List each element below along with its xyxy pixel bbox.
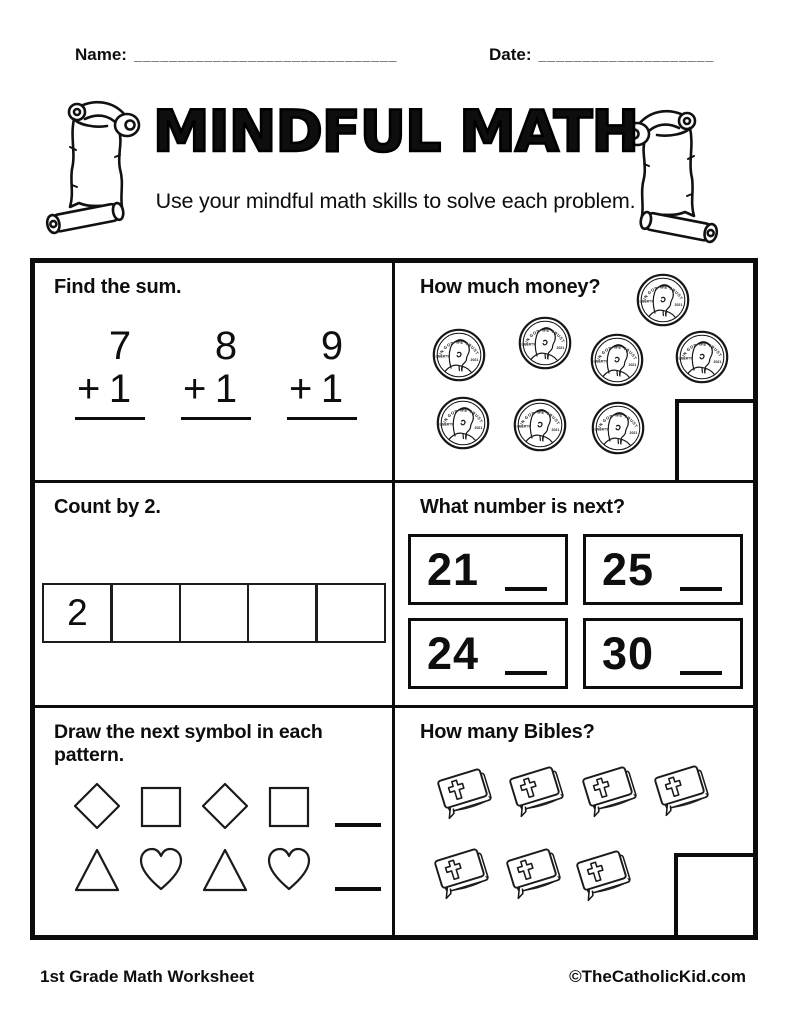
square-icon <box>265 782 313 830</box>
penny-motto-text: IN GOD WE TRUST <box>523 327 566 344</box>
sum-answer-line[interactable] <box>287 417 357 420</box>
penny-icon <box>432 328 486 382</box>
problem-label: Count by 2. <box>54 496 161 518</box>
sum-problem <box>287 325 357 420</box>
penny-year-text: 2021 <box>629 431 638 435</box>
next-number-answer-blank[interactable] <box>680 549 722 591</box>
addend-bottom <box>75 368 145 411</box>
date-field <box>489 45 714 65</box>
number-text: 24 <box>427 627 480 679</box>
problem-next-number <box>395 483 753 708</box>
problem-money <box>395 263 753 483</box>
problem-find-sum <box>35 263 395 483</box>
penny-year-text: 2021 <box>556 346 565 350</box>
bible-icon <box>504 757 566 819</box>
name-blank-line[interactable]: ______________________________ <box>133 47 398 63</box>
problem-label: How many Bibles? <box>420 721 595 743</box>
penny-liberty-text: LIBERTY <box>594 427 609 432</box>
triangle-icon <box>201 846 249 894</box>
count-cell[interactable] <box>110 583 181 643</box>
footer-site-link[interactable]: ©TheCatholicKid.com <box>569 967 746 986</box>
penny-liberty-text: LIBERTY <box>435 354 450 359</box>
bible-icon <box>429 839 491 901</box>
penny-liberty-text: LIBERTY <box>521 342 536 347</box>
count-cell[interactable]: 2 <box>42 583 113 643</box>
count-cell[interactable] <box>315 583 386 643</box>
penny-icon <box>591 401 645 455</box>
problem-patterns <box>35 708 395 935</box>
penny-year-text: 2021 <box>474 426 483 430</box>
addend-top: 9 <box>320 324 344 368</box>
next-number-answer-blank[interactable] <box>505 633 547 675</box>
triangle-icon <box>73 846 121 894</box>
bible-icon <box>571 841 633 903</box>
problem-label: Draw the next symbol in each pattern. <box>54 721 323 766</box>
penny-icon <box>513 398 567 452</box>
plus-sign: + <box>289 367 313 412</box>
plus-sign: + <box>77 367 101 412</box>
penny-icon <box>675 330 729 384</box>
pattern-row <box>73 778 381 830</box>
money-answer-box[interactable] <box>675 399 753 480</box>
next-number-grid <box>408 534 743 689</box>
pattern-answer-line[interactable] <box>335 887 381 891</box>
bible-icon <box>501 839 563 901</box>
next-number-box <box>583 618 743 689</box>
sum-answer-line[interactable] <box>181 417 251 420</box>
penny-motto-text: IN GOD WE TRUST <box>437 339 480 356</box>
plus-sign: + <box>183 367 207 412</box>
next-number-box <box>408 534 568 605</box>
problem-grid <box>30 258 758 940</box>
penny-year-text: 2021 <box>713 360 722 364</box>
problem-label: What number is next? <box>420 496 625 518</box>
footer-left-text: 1st Grade Math Worksheet <box>40 967 255 986</box>
penny-motto-text: IN GOD WE TRUST <box>641 284 684 301</box>
addend-top: 8 <box>214 324 238 368</box>
number-text: 30 <box>602 627 655 679</box>
number-text: 25 <box>602 543 655 595</box>
pattern-row <box>73 842 381 894</box>
penny-year-text: 2021 <box>674 303 683 307</box>
penny-icon <box>590 333 644 387</box>
count-strip <box>42 583 386 643</box>
addend-top: 7 <box>108 324 132 368</box>
penny-motto-text: IN GOD WE TRUST <box>595 344 638 361</box>
count-cell[interactable] <box>247 583 318 643</box>
penny-icon <box>436 396 490 450</box>
bible-icon <box>577 757 639 819</box>
bible-icon <box>649 756 711 818</box>
penny-year-text: 2021 <box>470 358 479 362</box>
penny-liberty-text: LIBERTY <box>439 422 454 427</box>
addend-bottom-digit: 1 <box>320 367 344 412</box>
penny-motto-text: IN GOD WE TRUST <box>441 407 484 424</box>
penny-icon <box>636 273 690 327</box>
date-blank-line[interactable]: ____________________ <box>538 47 715 63</box>
sum-problem <box>75 325 145 420</box>
next-number-answer-blank[interactable] <box>505 549 547 591</box>
pattern-rows <box>73 778 381 894</box>
heart-icon <box>265 846 313 894</box>
sum-problems <box>75 325 357 420</box>
number-text: 21 <box>427 543 480 595</box>
penny-year-text: 2021 <box>628 363 637 367</box>
pattern-answer-line[interactable] <box>335 823 381 827</box>
problem-count-by-2 <box>35 483 395 708</box>
next-number-answer-blank[interactable] <box>680 633 722 675</box>
next-number-box <box>583 534 743 605</box>
penny-icon <box>518 316 572 370</box>
problem-bibles <box>395 708 753 935</box>
addend-bottom <box>287 368 357 411</box>
penny-motto-text: IN GOD WE TRUST <box>518 409 561 426</box>
penny-motto-text: IN GOD WE TRUST <box>596 412 639 429</box>
problem-label: Find the sum. <box>54 276 182 298</box>
name-label: Name: <box>75 45 127 64</box>
penny-liberty-text: LIBERTY <box>593 359 608 364</box>
worksheet-title: MINDFUL MATH <box>152 99 639 165</box>
count-cell[interactable] <box>179 583 250 643</box>
heart-icon <box>137 846 185 894</box>
square-icon <box>137 782 185 830</box>
problem-label: How much money? <box>420 276 601 298</box>
date-label: Date: <box>489 45 532 64</box>
addend-bottom <box>181 368 251 411</box>
bible-answer-box[interactable] <box>674 853 753 935</box>
penny-liberty-text: LIBERTY <box>639 299 654 304</box>
addend-bottom-digit: 1 <box>214 367 238 412</box>
sum-problem <box>181 325 251 420</box>
diamond-icon <box>73 782 121 830</box>
penny-motto-text: IN GOD WE TRUST <box>680 341 723 358</box>
penny-year-text: 2021 <box>551 428 560 432</box>
bible-icon <box>432 759 494 821</box>
penny-liberty-text: LIBERTY <box>678 356 693 361</box>
penny-liberty-text: LIBERTY <box>516 424 531 429</box>
sum-answer-line[interactable] <box>75 417 145 420</box>
name-field <box>75 45 398 65</box>
worksheet-subtitle: Use your mindful math skills to solve each problem. <box>155 189 636 213</box>
addend-bottom-digit: 1 <box>108 367 132 412</box>
diamond-icon <box>201 782 249 830</box>
next-number-box <box>408 618 568 689</box>
